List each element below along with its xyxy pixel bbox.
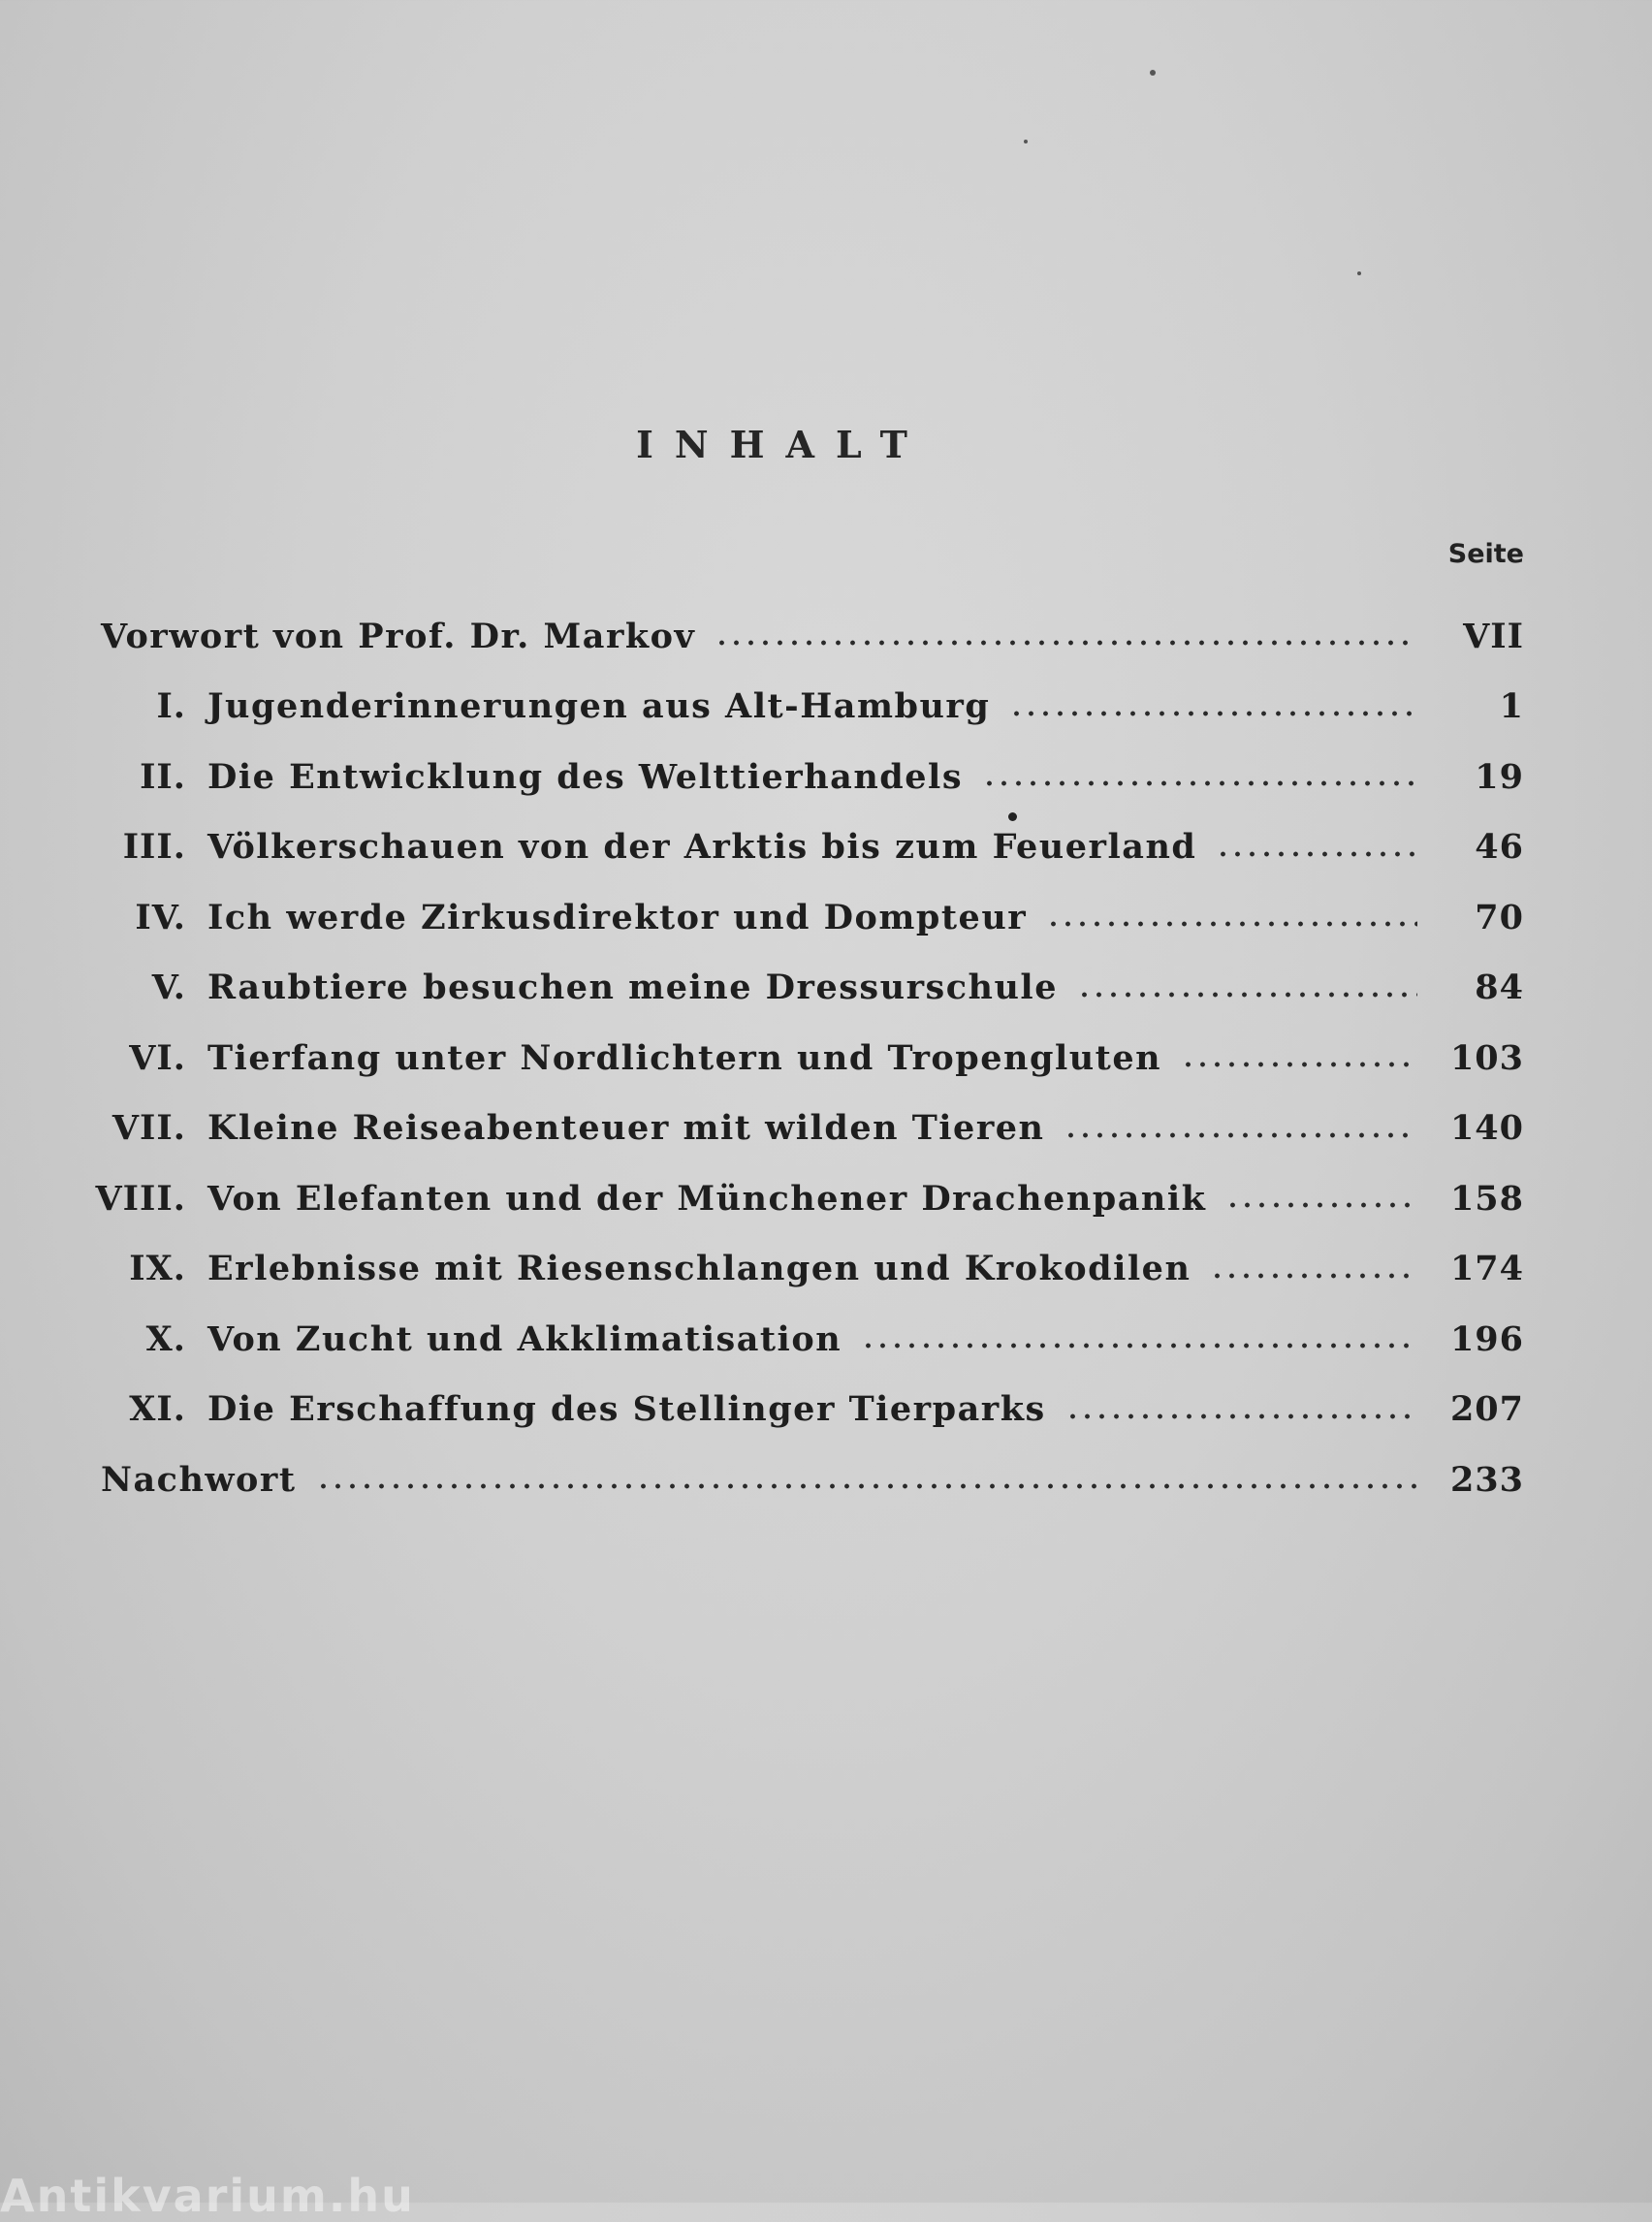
toc-entry-title: Von Zucht und Akklimatisation: [207, 1318, 842, 1359]
toc-entry-title: Erlebnisse mit Riesenschlangen und Krokodilen: [207, 1249, 1191, 1289]
dot-leader: [715, 640, 1417, 646]
toc-entry-title: Völkerschauen von der Arktis bis zum Feuerland: [207, 827, 1197, 868]
dot-leader: [1210, 1273, 1417, 1279]
toc-entry-chapter-2: [93, 742, 1524, 812]
toc-entry-chapter-1: [93, 672, 1524, 743]
dot-leader: [1077, 992, 1417, 998]
dot-leader: [1225, 1202, 1417, 1208]
toc-entry-title: Nachwort: [101, 1459, 297, 1500]
toc-entry-chapter-7: [93, 1094, 1524, 1164]
toc-entry-vorwort: [93, 601, 1524, 672]
toc-entry-page: 158: [1449, 1178, 1524, 1219]
dot-leader: [1009, 711, 1417, 716]
dot-leader: [1046, 921, 1417, 927]
toc-entry-page: 19: [1475, 756, 1524, 797]
chapter-number: IV.: [135, 897, 186, 937]
dot-leader: [982, 780, 1417, 786]
dot-leader: [1216, 851, 1417, 857]
chapter-number: VII.: [111, 1108, 186, 1149]
toc-entry-chapter-6: [93, 1023, 1524, 1094]
toc-entry-title: Jugenderinnerungen aus Alt-Hamburg: [207, 686, 991, 727]
toc-entry-title: Kleine Reiseabenteuer mit wilden Tieren: [207, 1108, 1045, 1149]
chapter-number: IX.: [129, 1249, 186, 1289]
toc-entry-chapter-9: [93, 1234, 1524, 1305]
dot-leader: [1065, 1413, 1417, 1419]
dot-leader: [1181, 1062, 1417, 1067]
dot-leader: [316, 1483, 1417, 1489]
page-column-label: Seite: [1447, 539, 1524, 569]
page-title: INHALT: [636, 423, 929, 466]
ink-speck: [1357, 271, 1361, 275]
toc-entry-page: 196: [1449, 1318, 1524, 1359]
toc-entry-page: 84: [1475, 968, 1524, 1008]
toc-entry-title: Von Elefanten und der Münchener Drachenpanik: [207, 1178, 1207, 1219]
toc-entry-title: Raubtiere besuchen meine Dressurschule: [207, 968, 1058, 1008]
toc-entry-title: Die Entwicklung des Welttierhandels: [207, 756, 964, 797]
chapter-number: VI.: [129, 1037, 186, 1078]
toc-entry-chapter-11: [93, 1375, 1524, 1445]
toc-entry-title: Tierfang unter Nordlichtern und Tropengluten: [207, 1037, 1162, 1078]
table-of-contents: [93, 601, 1524, 1515]
dot-leader: [1064, 1132, 1417, 1138]
dot-leader: [861, 1343, 1417, 1349]
toc-entry-nachwort: [93, 1444, 1524, 1515]
toc-entry-title: Vorwort von Prof. Dr. Markov: [101, 616, 696, 656]
toc-entry-title: Die Erschaffung des Stellinger Tierparks: [207, 1389, 1046, 1430]
ink-speck: [1150, 70, 1156, 76]
ink-speck: [1008, 812, 1017, 821]
toc-entry-page: 46: [1475, 827, 1524, 868]
chapter-number: II.: [140, 756, 186, 797]
toc-entry-page: 233: [1449, 1459, 1524, 1500]
chapter-number: X.: [145, 1318, 186, 1359]
toc-entry-chapter-8: [93, 1163, 1524, 1234]
toc-entry-page: 174: [1449, 1249, 1524, 1289]
chapter-number: III.: [122, 827, 186, 868]
chapter-number: I.: [156, 686, 186, 727]
toc-entry-page: 1: [1499, 686, 1524, 727]
toc-entry-chapter-10: [93, 1304, 1524, 1375]
toc-entry-chapter-5: [93, 953, 1524, 1024]
toc-entry-chapter-3: [93, 812, 1524, 883]
toc-entry-page: 207: [1449, 1389, 1524, 1430]
toc-entry-title: Ich werde Zirkusdirektor und Dompteur: [207, 897, 1028, 937]
watermark-text: Antikvarium.hu: [0, 2170, 415, 2222]
toc-entry-page: 140: [1449, 1108, 1524, 1149]
chapter-number: VIII.: [95, 1178, 186, 1219]
chapter-number: V.: [151, 968, 186, 1008]
chapter-number: XI.: [129, 1389, 186, 1430]
ink-speck: [1024, 140, 1028, 143]
toc-entry-page: 70: [1475, 897, 1524, 937]
toc-entry-page: 103: [1449, 1037, 1524, 1078]
toc-entry-page: VII: [1463, 616, 1524, 656]
toc-entry-chapter-4: [93, 882, 1524, 953]
